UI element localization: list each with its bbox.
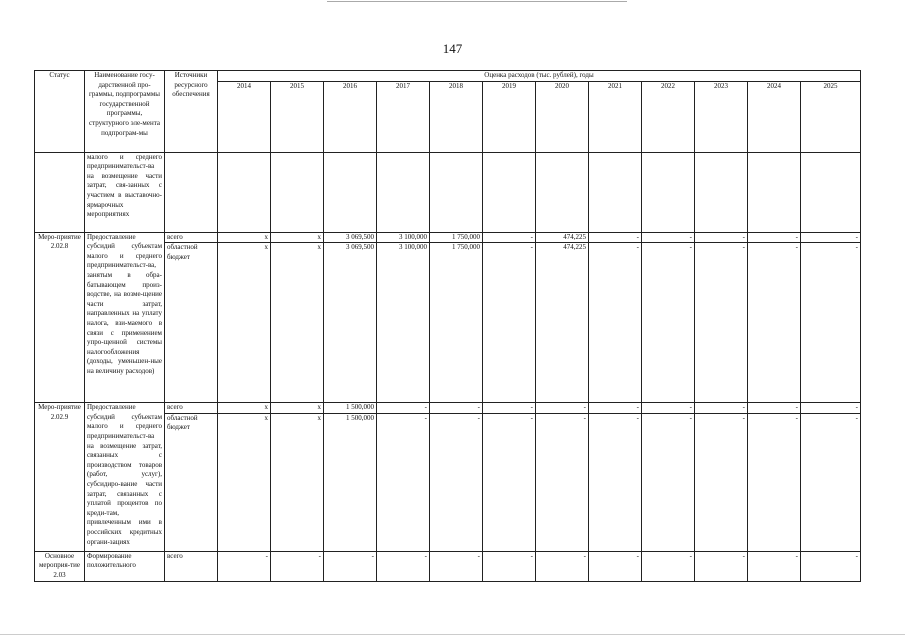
value-cell [377,152,430,232]
value-cell: 1 500,000 [324,413,377,551]
value-cell: x [271,403,324,414]
value-cell: - [695,551,748,581]
header-year: 2024 [748,81,801,152]
value-cell: - [589,551,642,581]
row-source: всего [165,232,218,243]
value-cell: 3 069,500 [324,232,377,243]
header-year: 2016 [324,81,377,152]
value-cell [536,152,589,232]
value-cell [748,152,801,232]
header-year: 2023 [695,81,748,152]
value-cell: x [218,243,271,403]
value-cell [271,152,324,232]
value-cell: - [589,232,642,243]
value-cell: - [483,551,536,581]
value-cell: - [748,403,801,414]
value-cell [218,152,271,232]
value-cell: 1 750,000 [430,232,483,243]
value-cell: - [801,403,861,414]
row-status: Меро-приятие 2.02.9 [35,403,85,552]
row-name: Предоставление субсидий субъектам малого и среднего предпринимательст-ва, занятым в обра-батывающем произ-водстве, на возме-щение части затрат, направленных на уплату налога, взи-маемого в связи с применением упро-щенной системы налогообложения (доходы, уменьшен-ные на величину расходов) [85,232,165,403]
table-row [35,551,861,581]
table-row [35,232,861,243]
value-cell: - [324,551,377,581]
value-cell: - [536,413,589,551]
value-cell: - [801,413,861,551]
value-cell: x [271,232,324,243]
value-cell: - [483,403,536,414]
header-year: 2022 [642,81,695,152]
value-cell: - [695,232,748,243]
value-cell: 474,225 [536,232,589,243]
row-source [165,152,218,232]
value-cell: - [642,413,695,551]
value-cell: - [748,551,801,581]
header-year: 2014 [218,81,271,152]
row-name: малого и среднего предпринимательст-ва на возмещение части затрат, свя-занных с участием в выставочно-ярмарочных мероприятиях [85,152,165,232]
row-status: Основное мероприя-тие 2.03 [35,551,85,581]
value-cell: - [642,243,695,403]
value-cell: - [271,551,324,581]
value-cell: x [218,403,271,414]
value-cell: 474,225 [536,243,589,403]
value-cell [695,152,748,232]
value-cell: - [483,243,536,403]
value-cell: - [589,243,642,403]
value-cell [642,152,695,232]
value-cell: - [483,413,536,551]
value-cell: - [536,403,589,414]
value-cell: - [748,413,801,551]
table-row [35,403,861,414]
value-cell: - [748,232,801,243]
header-year: 2015 [271,81,324,152]
value-cell: - [430,551,483,581]
row-source: всего [165,403,218,414]
header-year: 2017 [377,81,430,152]
header-estimate: Оценка расходов (тыс. рублей), годы [218,71,861,82]
table-header [35,71,861,153]
header-year: 2019 [483,81,536,152]
value-cell: - [377,403,430,414]
header-name: Наименование госу-дарственной про-граммы, подпрограммы государственной программы, структурного эле-мента подпрограм-мы [85,71,165,153]
table-row [35,152,861,232]
value-cell: - [695,413,748,551]
row-source: областной бюджет [165,243,218,403]
value-cell: - [377,413,430,551]
budget-table [34,70,861,582]
row-name: Предоставление субсидий субъектам малого и среднего предпринимательст-ва на возмещение затрат, связанных с производством товаров (работ, услуг), субсидиро-вание части затрат, связанных с уплатой процентов по креди-там, привлеченным ими в российских кредитных органи-зациях [85,403,165,552]
value-cell: 3 100,000 [377,232,430,243]
value-cell: x [218,232,271,243]
value-cell: - [377,551,430,581]
value-cell: - [642,403,695,414]
row-name: Формирование положительного [85,551,165,581]
value-cell [483,152,536,232]
header-year: 2025 [801,81,861,152]
value-cell: - [801,551,861,581]
value-cell: - [430,413,483,551]
value-cell: - [748,243,801,403]
value-cell: - [642,551,695,581]
value-cell: x [271,413,324,551]
value-cell: - [589,403,642,414]
row-source: всего [165,551,218,581]
value-cell: - [218,551,271,581]
value-cell: 3 100,000 [377,243,430,403]
header-year: 2021 [589,81,642,152]
header-source: Источники ресурсного обеспечения [165,71,218,153]
value-cell: - [695,243,748,403]
value-cell: - [536,551,589,581]
value-cell [801,152,861,232]
row-status [35,152,85,232]
row-source: областной бюджет [165,413,218,551]
table-body [35,152,861,581]
value-cell: - [642,232,695,243]
header-year: 2020 [536,81,589,152]
top-rule [327,1,627,2]
value-cell: - [430,403,483,414]
value-cell: x [271,243,324,403]
page-number: 147 [442,41,463,56]
value-cell [589,152,642,232]
value-cell: 1 750,000 [430,243,483,403]
value-cell [324,152,377,232]
value-cell: 3 069,500 [324,243,377,403]
value-cell [430,152,483,232]
bottom-rule [0,634,905,635]
value-cell: - [483,232,536,243]
header-year: 2018 [430,81,483,152]
value-cell: - [801,232,861,243]
value-cell: - [589,413,642,551]
header-status: Статус [35,71,85,153]
row-status: Меро-приятие 2.02.8 [35,232,85,403]
value-cell: 1 500,000 [324,403,377,414]
value-cell: - [695,403,748,414]
value-cell: - [801,243,861,403]
value-cell: x [218,413,271,551]
